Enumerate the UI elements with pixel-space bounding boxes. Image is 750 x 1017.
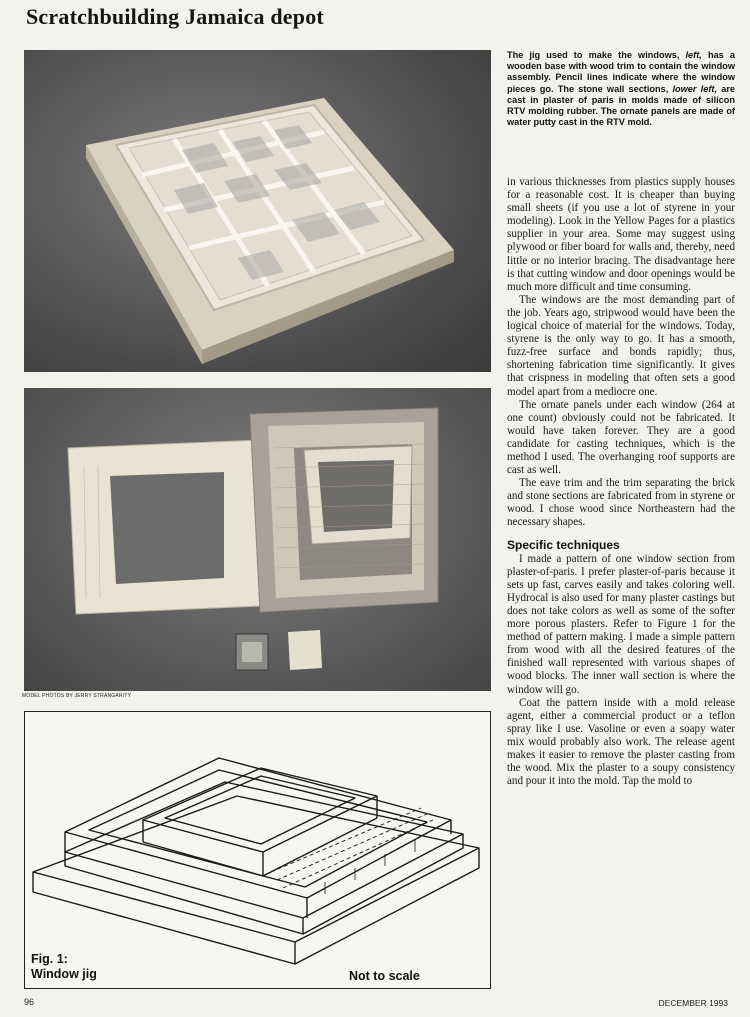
window-jig-photo [24,50,491,372]
body-paragraph-6: Coat the pattern inside with a mold release agent, either a commercial product or a teflon spray like I use. Vasoline or even a soapy water mix would probably also work. The release agent makes it easier to remove the plaster casting from the wood. Mix the plaster to a soupy consistency and pour it into the mold. Tap the mold to [507,696,735,788]
body-paragraph-3: The ornate panels under each window (264 at one count) obviously could not be fabricated. It would have taken forever. They are a good candidate for casting techniques, which is the method I used. The overhanging roof supports are cast as well. [507,398,735,477]
article-title: Scratchbuilding Jamaica depot [26,4,324,29]
caption-part1: The jig used to make the windows, [507,50,680,60]
caption-left: left, [685,50,702,60]
figure-label: Fig. 1: [31,952,68,966]
stone-wall-sections-photo [24,388,491,691]
figure-window-jig [24,711,491,989]
photo-caption [507,50,735,128]
scale-note: Not to scale [349,969,420,983]
caption-part2: has a wooden base with wood trim to contain the window assembly. Pencil lines indicate where the window pieces go. The stone wall sections, [507,50,735,94]
figure-name: Window jig [31,967,97,981]
body-paragraph-4: The eave trim and the trim separating the brick and stone sections are fabricated from in styrene or wood. I chose wood since Northeastern had the necessary shapes. [507,477,735,529]
body-paragraph-2: The windows are the most demanding part of the job. Years ago, stripwood would have been the logical choice of material for the windows. Today, styrene is the only way to go. It has a smooth, fuzz-free surface and bonds rapidly; thus, shortening fabrication time significantly. It gives that crispness in modeling that often sets a good model apart from a mediocre one. [507,293,735,398]
article-body [507,176,735,788]
window-jig-diagram [25,712,489,987]
figure-caption [31,952,97,982]
caption-lower-left: lower left, [672,83,718,94]
photo-credit: MODEL PHOTOS BY JERRY STRANGARITY [22,693,132,699]
caption-part3: are cast in plaster of paris in molds made of silicon RTV molding rubber. The ornate panels are made of water putty cast in the RTV mold. [507,83,735,128]
section-heading: Specific techniques [507,537,620,552]
body-paragraph-1: in various thicknesses from plastics supply houses for a reasonable cost. It is cheaper than buying small sheets (if you use a lot of styrene in your modeling). Look in the Yellow Pages for a plastics supplier in your area. Some may suggest using plywood or fiber board for walls and, thereby, need little or no interior bracing. The disadvantage here is that cutting window and door openings would be much more difficult and time consuming. [507,176,735,293]
issue-date: DECEMBER 1993 [658,998,728,1008]
page-number: 96 [24,997,35,1007]
body-paragraph-5: I made a pattern of one window section from plaster-of-paris. I prefer plaster-of-paris because it sets up fast, carves easily and takes coloring well. Hydrocal is also used for many plaster castings but does not take colors as well as some of the softer more porous plasters. Refer to Figure 1 for the method of pattern making. I made a simple pattern from wood with all the desired features of the finished wall represented with various shapes of wood blocks. The inner wall section is where the window will go. [507,552,735,696]
